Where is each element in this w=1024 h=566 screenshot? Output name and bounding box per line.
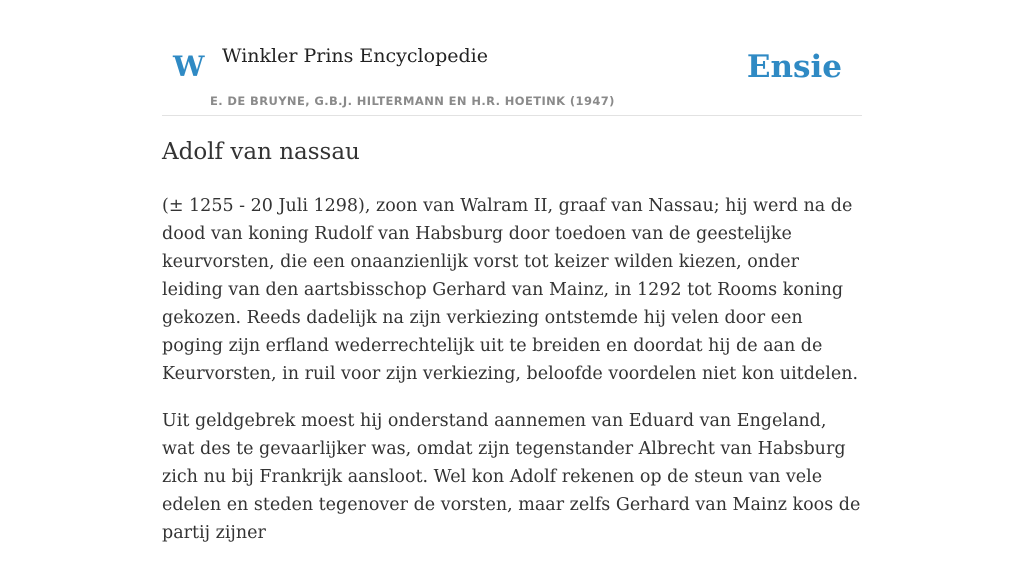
article-paragraph: (± 1255 - 20 Juli 1298), zoon van Walram II, graaf van Nassau; hij werd na de dood van koning Rudolf van Habsburg door toedoen van de geestelijke keurvorsten, die een onaanzienlijk vorst tot keizer wilden kiezen, onder leiding van den aartsbisschop Gerhard van Mainz, in 1292 tot Rooms koning gekozen. Reeds dadelijk na zijn verkiezing ontstemde hij velen door een poging zijn erfland wederrechtelijk uit te breiden en doordat hij de aan de Keurvorsten, in ruil voor zijn verkiezing, beloofde voordelen niet kon uitdelen.: [162, 196, 859, 384]
brand-logo[interactable]: Ensie: [746, 49, 842, 85]
source-header: [162, 40, 862, 116]
article-body: [162, 192, 862, 566]
article-title: Adolf van nassau: [162, 139, 360, 165]
article-paragraph: Uit geldgebrek moest hij onderstand aannemen van Eduard van Engeland, wat des te gevaarlijker was, omdat zijn tegenstander Albrecht van Habsburg zich nu bij Frankrijk aansloot. Wel kon Adolf rekenen op de steun van vele edelen en steden tegenover de vorsten, maar zelfs Gerhard van Mainz koos de partij zijner: [162, 411, 861, 543]
source-title[interactable]: Winkler Prins Encyclopedie: [222, 45, 488, 67]
source-logo[interactable]: W: [173, 50, 205, 83]
source-authors: E. DE BRUYNE, G.B.J. HILTERMANN EN H.R. HOETINK (1947): [210, 94, 615, 108]
